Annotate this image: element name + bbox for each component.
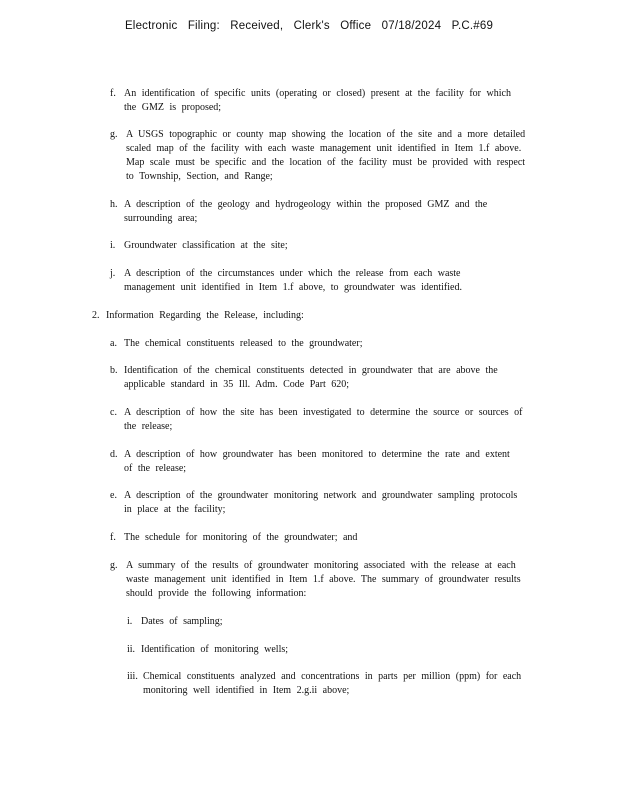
list-item-text: A description of how the site has been investigated to determine the source or sources of the release; <box>124 407 523 432</box>
sub-list-item-text: Dates of sampling; <box>141 616 223 627</box>
section-heading <box>92 309 522 323</box>
list-item <box>110 489 520 517</box>
list-item-text: A USGS topographic or county map showing the location of the site and a more detailed scaled map of the facility with each waste management unit identified in Item 1.f above. Map scale must be specific and the location of the facility must be provided with respect to Township, Section, and Range; <box>126 129 526 182</box>
list-item <box>110 239 525 253</box>
list-marker: e. <box>110 490 117 501</box>
list-item-text: Identification of the chemical constituents detected in groundwater that are above the applicable standard in 35 Ill. Adm. Code Part 620; <box>124 365 498 390</box>
list-item <box>110 267 510 295</box>
sub-list-item <box>127 670 535 698</box>
list-item <box>110 337 525 351</box>
list-marker: i. <box>110 240 116 251</box>
list-marker: d. <box>110 449 118 460</box>
list-item <box>110 406 535 434</box>
sub-list-item-text: Identification of monitoring wells; <box>141 644 289 655</box>
list-item <box>110 87 525 115</box>
list-marker: g. <box>110 560 118 571</box>
list-marker: a. <box>110 338 117 349</box>
sub-list-item-text: Chemical constituents analyzed and concentrations in parts per million (ppm) for each monitoring well identified in Item 2.g.ii above; <box>143 671 522 696</box>
list-item-text: A description of the geology and hydrogeology within the proposed GMZ and the surrounding area; <box>124 199 488 224</box>
list-marker: b. <box>110 365 118 376</box>
section-heading-text: Information Regarding the Release, including: <box>106 310 304 321</box>
list-item <box>110 559 525 601</box>
list-item-text: The schedule for monitoring of the groundwater; and <box>124 532 358 543</box>
list-item <box>110 364 535 392</box>
list-marker: h. <box>110 199 118 210</box>
list-item-text: A description of the groundwater monitoring network and groundwater sampling protocols in place at the facility; <box>124 490 518 515</box>
list-item <box>110 448 515 476</box>
list-marker: j. <box>110 268 116 279</box>
sub-list-item <box>127 643 527 657</box>
list-marker: c. <box>110 407 117 418</box>
filing-header: Electronic Filing: Received, Clerk's Office 07/18/2024 P.C.#69 <box>124 20 494 32</box>
sub-list-marker: ii. <box>127 644 136 655</box>
list-item-text: A description of how groundwater has been monitored to determine the rate and extent of the release; <box>124 449 510 474</box>
sub-list-marker: iii. <box>127 671 138 682</box>
list-item-text: The chemical constituents released to the groundwater; <box>124 338 363 349</box>
list-item <box>110 531 525 545</box>
list-item-text: An identification of specific units (operating or closed) present at the facility for which the GMZ is proposed; <box>124 88 511 113</box>
sub-list-marker: i. <box>127 616 133 627</box>
section-number: 2. <box>92 310 100 321</box>
list-item-text: A description of the circumstances under which the release from each waste management unit identified in Item 1.f above, to groundwater was identified. <box>124 268 462 293</box>
sub-list-item <box>127 615 527 629</box>
list-item-text: Groundwater classification at the site; <box>124 240 288 251</box>
list-item <box>110 128 535 184</box>
list-marker: f. <box>110 88 116 99</box>
list-item <box>110 198 525 226</box>
list-item-text: A summary of the results of groundwater monitoring associated with the release at each waste management unit identified in Item 1.f above. The summary of groundwater results should provide the following information: <box>126 560 521 599</box>
list-marker: g. <box>110 129 118 140</box>
list-marker: f. <box>110 532 116 543</box>
